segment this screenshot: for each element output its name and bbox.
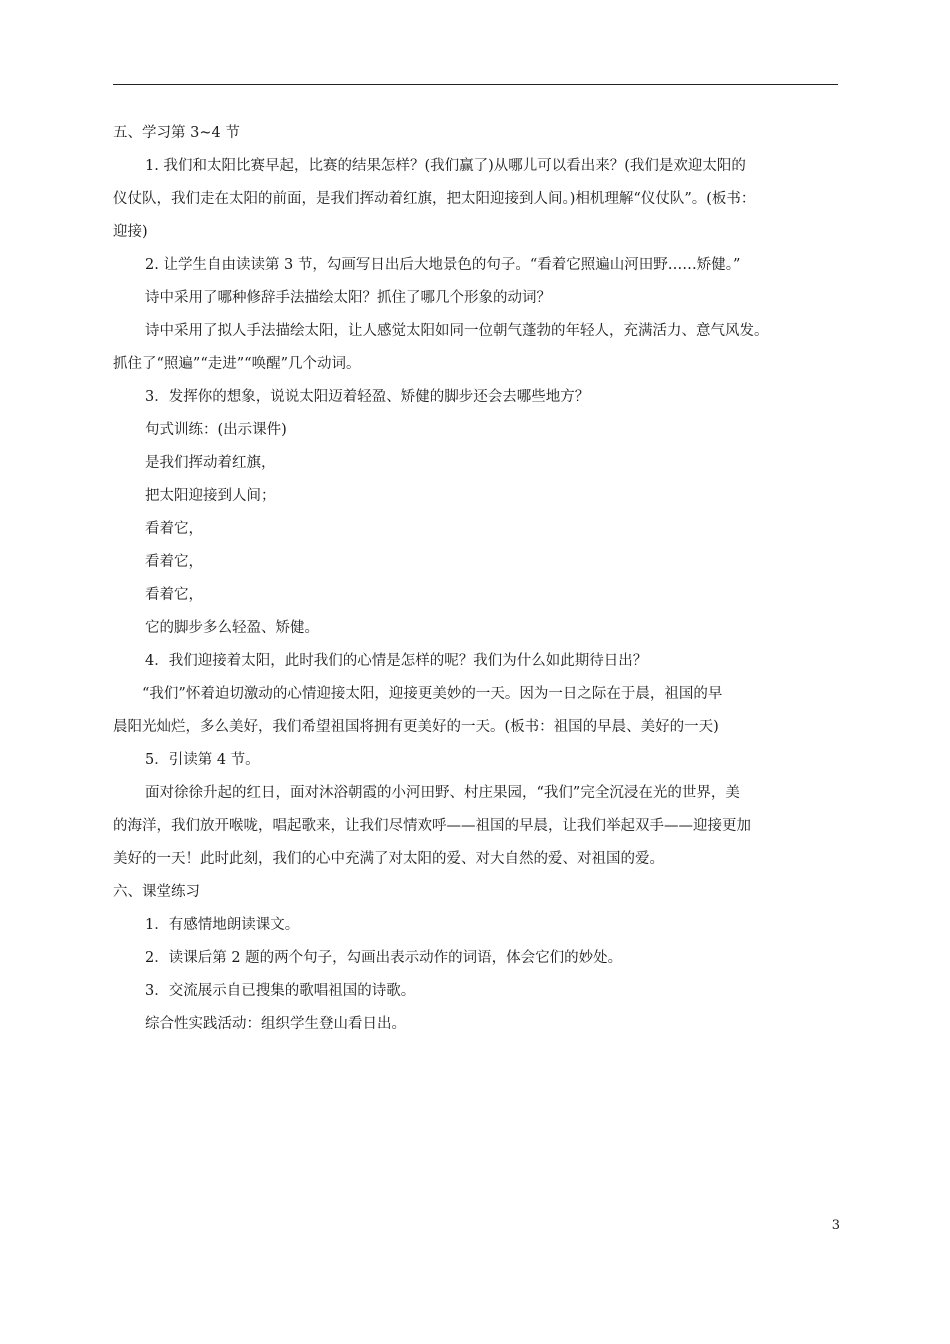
paragraph-line: 4．我们迎接着太阳，此时我们的心情是怎样的呢？我们为什么如此期待日出？ xyxy=(145,653,648,669)
paragraph-line: “我们”怀着迫切激动的心情迎接太阳，迎接更美妙的一天。因为一日之际在于晨，祖国的早 xyxy=(142,686,723,702)
paragraph-line: 它的脚步多么轻盈、矫健。 xyxy=(145,620,319,636)
paragraph-line: 2．读课后第 2 题的两个句子，勾画出表示动作的词语，体会它们的妙处。 xyxy=(145,950,623,966)
header-rule xyxy=(113,84,838,85)
paragraph-line: 把太阳迎接到人间； xyxy=(145,488,276,504)
paragraph-line: 1. 我们和太阳比赛早起，比赛的结果怎样？(我们赢了)从哪儿可以看出来？(我们是欢迎太阳的 xyxy=(145,158,746,174)
paragraph-line: 1．有感情地朗读课文。 xyxy=(145,917,300,933)
paragraph-line: 句式训练：(出示课件) xyxy=(145,422,287,438)
paragraph-line: 2. 让学生自由读读第 3 节，勾画写日出后大地景色的句子。“看着它照遍山河田野……矫健。” xyxy=(145,257,741,273)
section-heading: 六、课堂练习 xyxy=(113,884,200,900)
paragraph-line: 的海洋，我们放开喉咙，唱起歌来，让我们尽情欢呼——祖国的早晨，让我们举起双手——迎接更加 xyxy=(113,818,751,834)
paragraph-line: 3．发挥你的想象，说说太阳迈着轻盈、矫健的脚步还会去哪些地方？ xyxy=(145,389,590,405)
paragraph-line: 5．引读第 4 节。 xyxy=(145,752,260,768)
paragraph-line: 抓住了“照遍”“走进”“唤醒”几个动词。 xyxy=(113,356,361,372)
paragraph-line: 综合性实践活动：组织学生登山看日出。 xyxy=(145,1016,406,1032)
document-body xyxy=(113,117,838,1041)
paragraph-line: 3．交流展示自已搜集的歌唱祖国的诗歌。 xyxy=(145,983,416,999)
paragraph-line: 迎接) xyxy=(113,224,148,240)
paragraph-line: 看着它， xyxy=(145,587,203,603)
page-number: 3 xyxy=(831,1218,840,1233)
paragraph-line: 晨阳光灿烂，多么美好，我们希望祖国将拥有更美好的一天。(板书：祖国的早晨、美好的一天) xyxy=(113,719,719,735)
paragraph-line: 看着它， xyxy=(145,554,203,570)
paragraph-line: 仪仗队，我们走在太阳的前面，是我们挥动着红旗，把太阳迎接到人间。)相机理解“仪仗队”。(板书： xyxy=(113,191,756,207)
paragraph-line: 看着它， xyxy=(145,521,203,537)
paragraph-line: 诗中采用了拟人手法描绘太阳，让人感觉太阳如同一位朝气蓬勃的年轻人，充满活力、意气风发。 xyxy=(145,323,769,339)
paragraph-line: 面对徐徐升起的红日，面对沐浴朝霞的小河田野、村庄果园，“我们”完全沉浸在光的世界，美 xyxy=(145,785,740,801)
paragraph-line: 诗中采用了哪种修辞手法描绘太阳？抓住了哪几个形象的动词？ xyxy=(145,290,551,306)
paragraph-line: 美好的一天！此时此刻，我们的心中充满了对太阳的爱、对大自然的爱、对祖国的爱。 xyxy=(113,851,664,867)
section-heading: 五、学习第 3~4 节 xyxy=(113,125,240,141)
paragraph-line: 是我们挥动着红旗， xyxy=(145,455,276,471)
